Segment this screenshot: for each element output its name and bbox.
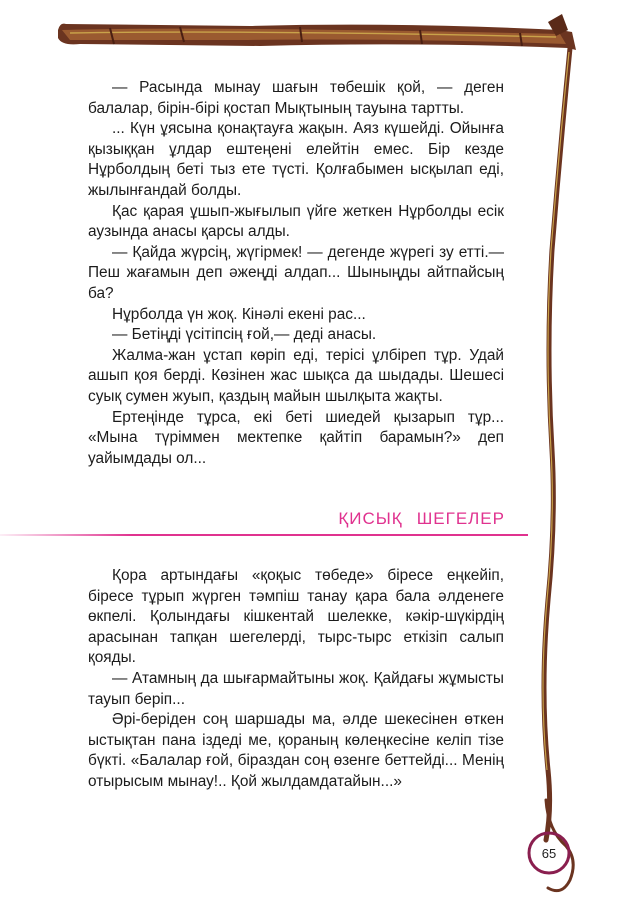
heading-word: ҚИСЫҚ <box>338 509 403 528</box>
paragraph: ... Күн ұясына қонақтауға жақын. Аяз күшейді. Ойынға қызыққан ұлдар ештеңені елейтін емес. Бір кезде Нұрболдың беті тыз ете түсті. Қолғабымен ысқылап еді, жылынғандай болды. <box>88 120 504 199</box>
section-heading <box>300 509 505 529</box>
paragraph: — Атамның да шығармайтыны жоқ. Қайдағы жұмысты тауып беріп... <box>88 669 504 708</box>
paragraph: Ертеңінде тұрса, екі беті шиедей қызарып тұр... «Мына түріммен мектепке қайтіп барамын?» деп уайымдады ол... <box>88 408 504 467</box>
scroll-top-rod <box>58 14 576 50</box>
story-text <box>88 566 504 793</box>
paragraph: Қора артындағы «қоқыс төбеде» біресе еңкейіп, біресе тұрып жүрген тәмпіш танау қара бала әлденеге өкпелі. Қолындағы кішкентай шелекке, кәкір-шүкірдің арасынан тапқан шегелерді, тырс-тырс еткізіп салып қояды. <box>88 567 504 667</box>
page-number: 65 <box>541 845 557 861</box>
paragraph: Қас қарая ұшып-жығылып үйге жеткен Нұрболды есік аузында анасы қарсы алды. <box>88 202 504 241</box>
paragraph: — Бетіңді үсітіпсің ғой,— деді анасы. <box>112 326 377 344</box>
heading-word: ШЕГЕЛЕР <box>416 509 505 528</box>
paragraph: — Қайда жүрсің, жүгірмек! — дегенде жүрегі зу етті.— Пеш жағамын деп әжеңді алдап... Шыныңды айтпайсың ба? <box>88 243 504 302</box>
paragraph: — Расында мынау шағын төбешік қой, — деген балалар, бірін-бірі қостап Мықтының тауына тартты. <box>88 79 504 117</box>
paragraph: Жалма-жан ұстап көріп еді, терісі ұлбіреп тұр. Удай ашып қоя берді. Көзінен жас шықса да шыдады. Шешесі суық сумен жуып, қаздың майын шылқыта жақты. <box>88 346 504 405</box>
paragraph: Әрі-беріден соң шаршады ма, әлде шекесінен өткен ыстықтан пана іздеді ме, қораның көлеңкесіне келіп тізе бүкті. «Балалар ғой, біраздан соң өзенге беттейді... Менің отырысым мынау!.. Қой жылдамдатайын...» <box>88 711 504 790</box>
heading-underline <box>0 534 528 536</box>
paragraph: Нұрболда үн жоқ. Кінәлі екені рас... <box>112 305 366 323</box>
story-excerpt <box>88 78 504 469</box>
scroll-cord <box>543 48 573 891</box>
